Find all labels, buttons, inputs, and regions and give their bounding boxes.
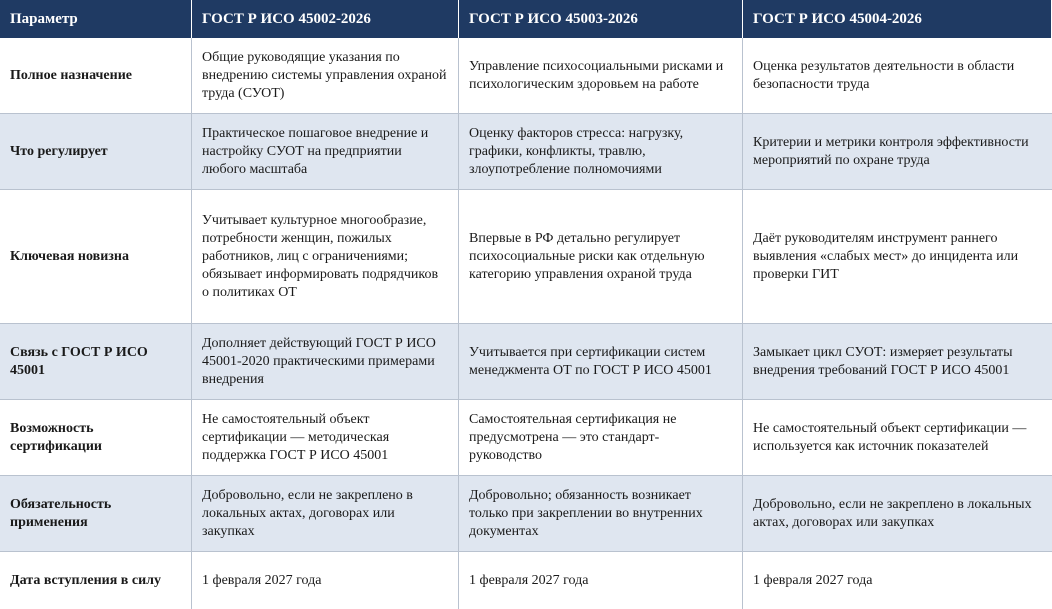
cell-text: Оценку факторов стресса: нагрузку, графики, конфликты, травлю, злоупотребление полномочиями: [469, 125, 684, 177]
table-cell: [743, 476, 1052, 551]
table-cell: [459, 38, 743, 113]
cell-text: Критерии и метрики контроля эффективности мероприятий по охране труда: [753, 134, 1029, 168]
cell-text: Даёт руководителям инструмент раннего выявления «слабых мест» до инцидента или проверки ГИТ: [753, 230, 1019, 282]
cell-text: Оценка результатов деятельности в области безопасности труда: [753, 58, 1015, 92]
table-row: [0, 476, 1052, 552]
row-parameter-cell: [0, 38, 192, 113]
row-parameter-label: Что регулирует: [10, 143, 108, 159]
table-row: [0, 552, 1052, 609]
row-parameter-cell: [0, 476, 192, 551]
cell-text: 1 февраля 2027 года: [469, 572, 589, 588]
table-cell: [192, 324, 459, 399]
row-parameter-label: Полное назначение: [10, 67, 132, 83]
table-cell: [459, 400, 743, 475]
table-cell: [743, 38, 1052, 113]
cell-text: Самостоятельная сертификация не предусмотрена — это стандарт-руководство: [469, 411, 677, 463]
table-row: [0, 114, 1052, 190]
cell-text: Учитывается при сертификации систем менеджмента ОТ по ГОСТ Р ИСО 45001: [469, 344, 712, 378]
cell-text: 1 февраля 2027 года: [202, 572, 322, 588]
table-cell: [459, 552, 743, 609]
row-parameter-label: Дата вступления в силу: [10, 572, 161, 588]
cell-text: Не самостоятельный объект сертификации — методическая поддержка ГОСТ Р ИСО 45001: [202, 411, 390, 463]
header-label: ГОСТ Р ИСО 45003-2026: [469, 11, 638, 27]
table-cell: [192, 400, 459, 475]
table-header-row: [0, 0, 1052, 38]
table-row: [0, 190, 1052, 324]
cell-text: Практическое пошаговое внедрение и настройку СУОТ на предприятии любого масштаба: [202, 125, 429, 177]
row-parameter-cell: [0, 114, 192, 189]
header-label: Параметр: [10, 11, 78, 27]
row-parameter-label: Связь с ГОСТ Р ИСО 45001: [10, 344, 148, 378]
row-parameter-cell: [0, 400, 192, 475]
table-row: [0, 324, 1052, 400]
row-parameter-label: Возможность сертификации: [10, 420, 102, 454]
cell-text: Добровольно, если не закреплено в локальных актах, договорах или закупках: [202, 487, 413, 539]
cell-text: Впервые в РФ детально регулирует психосоциальные риски как отдельную категорию управления охраной труда: [469, 230, 705, 282]
header-label: ГОСТ Р ИСО 45004-2026: [753, 11, 922, 27]
row-parameter-cell: [0, 552, 192, 609]
table-cell: [459, 190, 743, 323]
cell-text: 1 февраля 2027 года: [753, 572, 873, 588]
row-parameter-cell: [0, 324, 192, 399]
table-cell: [459, 476, 743, 551]
table-cell: [743, 190, 1052, 323]
cell-text: Добровольно, если не закреплено в локальных актах, договорах или закупках: [753, 496, 1032, 530]
table-cell: [192, 190, 459, 323]
table-cell: [192, 38, 459, 113]
cell-text: Дополняет действующий ГОСТ Р ИСО 45001-2020 практическими примерами внедрения: [202, 335, 436, 387]
table-cell: [192, 552, 459, 609]
header-cell-gost-45002: [192, 0, 459, 38]
table-cell: [743, 324, 1052, 399]
row-parameter-label: Ключевая новизна: [10, 248, 129, 264]
table-cell: [459, 324, 743, 399]
table-cell: [743, 400, 1052, 475]
table-cell: [743, 552, 1052, 609]
cell-text: Замыкает цикл СУОТ: измеряет результаты внедрения требований ГОСТ Р ИСО 45001: [753, 344, 1013, 378]
table-row: [0, 38, 1052, 114]
header-cell-gost-45004: [743, 0, 1052, 38]
cell-text: Управление психосоциальными рисками и психологическим здоровьем на работе: [469, 58, 724, 92]
table-cell: [459, 114, 743, 189]
cell-text: Не самостоятельный объект сертификации — используется как источник показателей: [753, 420, 1027, 454]
table-cell: [192, 114, 459, 189]
row-parameter-label: Обязательность применения: [10, 496, 112, 530]
cell-text: Добровольно; обязанность возникает только при закреплении во внутренних документах: [469, 487, 703, 539]
cell-text: Учитывает культурное многообразие, потребности женщин, пожилых работников, лиц с ограничениями; обязывает информировать подрядчиков о политиках ОТ: [202, 212, 439, 300]
header-cell-gost-45003: [459, 0, 743, 38]
table-row: [0, 400, 1052, 476]
table-cell: [192, 476, 459, 551]
table-cell: [743, 114, 1052, 189]
header-cell-parameter: [0, 0, 192, 38]
cell-text: Общие руководящие указания по внедрению системы управления охраной труда (СУОТ): [202, 49, 447, 101]
row-parameter-cell: [0, 190, 192, 323]
header-label: ГОСТ Р ИСО 45002-2026: [202, 11, 371, 27]
